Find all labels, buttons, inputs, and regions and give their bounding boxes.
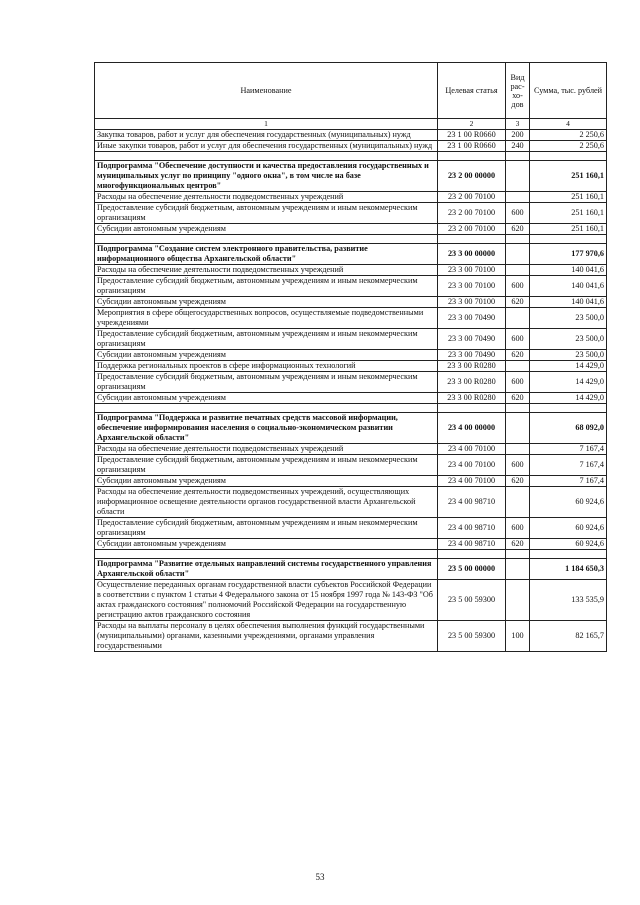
- name-cell: Расходы на выплаты персоналу в целях обеспечения выполнения функций государственными (муниципальными) органами, казенными учреждениями, органами управления государственными: [95, 621, 438, 652]
- sum-cell: 14 429,0: [530, 361, 607, 372]
- name-cell: Предоставление субсидий бюджетным, автономным учреждениям и иным некоммерческим организациям: [95, 518, 438, 539]
- sum-cell: 60 924,6: [530, 518, 607, 539]
- table-body: [95, 130, 607, 652]
- code-cell: 23 2 00 00000: [438, 161, 506, 192]
- vid-cell: [506, 265, 530, 276]
- table-row: [95, 476, 607, 487]
- vid-cell: [506, 487, 530, 518]
- vid-cell: [506, 244, 530, 265]
- vid-cell: 200: [506, 130, 530, 141]
- vid-cell: [506, 413, 530, 444]
- page-number: 53: [315, 872, 325, 882]
- empty-cell: [95, 550, 438, 559]
- header-name: Наименование: [95, 63, 438, 119]
- code-cell: 23 3 00 70490: [438, 308, 506, 329]
- budget-table: [94, 62, 607, 652]
- spacer-row: [95, 235, 607, 244]
- vid-cell: 600: [506, 329, 530, 350]
- sum-cell: 23 500,0: [530, 329, 607, 350]
- code-cell: 23 3 00 70100: [438, 276, 506, 297]
- empty-cell: [530, 550, 607, 559]
- header-vid: [506, 63, 530, 119]
- code-cell: 23 2 00 70100: [438, 224, 506, 235]
- code-cell: 23 3 00 70490: [438, 329, 506, 350]
- table-row: [95, 276, 607, 297]
- vid-cell: 600: [506, 455, 530, 476]
- table-row: [95, 518, 607, 539]
- sum-cell: 14 429,0: [530, 393, 607, 404]
- header-vid-line: дов: [511, 99, 524, 109]
- sum-cell: 140 041,6: [530, 265, 607, 276]
- empty-cell: [530, 404, 607, 413]
- vid-cell: 620: [506, 297, 530, 308]
- vid-cell: 620: [506, 224, 530, 235]
- empty-cell: [506, 550, 530, 559]
- table-row: [95, 372, 607, 393]
- code-cell: 23 1 00 R0660: [438, 141, 506, 152]
- vid-cell: 600: [506, 276, 530, 297]
- vid-cell: [506, 559, 530, 580]
- table-header-row: [95, 63, 607, 119]
- table-row: [95, 141, 607, 152]
- code-cell: 23 4 00 00000: [438, 413, 506, 444]
- header-vid-line: хо-: [512, 90, 523, 100]
- sum-cell: 177 970,6: [530, 244, 607, 265]
- sum-cell: 60 924,6: [530, 539, 607, 550]
- vid-cell: 600: [506, 372, 530, 393]
- name-cell: Субсидии автономным учреждениям: [95, 393, 438, 404]
- vid-cell: [506, 161, 530, 192]
- vid-cell: 600: [506, 203, 530, 224]
- name-cell: Субсидии автономным учреждениям: [95, 476, 438, 487]
- code-cell: 23 2 00 70100: [438, 192, 506, 203]
- code-cell: 23 4 00 70100: [438, 476, 506, 487]
- vid-cell: [506, 444, 530, 455]
- empty-cell: [95, 152, 438, 161]
- name-cell: Расходы на обеспечение деятельности подведомственных учреждений, осуществляющих информационное освещение деятельности органов государственной власти Архангельской области: [95, 487, 438, 518]
- code-cell: 23 3 00 70490: [438, 350, 506, 361]
- empty-cell: [530, 235, 607, 244]
- vid-cell: 240: [506, 141, 530, 152]
- empty-cell: [438, 152, 506, 161]
- code-cell: 23 5 00 59300: [438, 621, 506, 652]
- vid-cell: 620: [506, 350, 530, 361]
- sum-cell: 23 500,0: [530, 350, 607, 361]
- empty-cell: [438, 550, 506, 559]
- sum-cell: 251 160,1: [530, 224, 607, 235]
- table-row: [95, 350, 607, 361]
- table-row: [95, 329, 607, 350]
- empty-cell: [438, 404, 506, 413]
- vid-cell: 620: [506, 476, 530, 487]
- sum-cell: 23 500,0: [530, 308, 607, 329]
- code-cell: 23 3 00 00000: [438, 244, 506, 265]
- header-sum: Сумма, тыс. рублей: [530, 63, 607, 119]
- code-cell: 23 4 00 98710: [438, 518, 506, 539]
- empty-cell: [438, 235, 506, 244]
- name-cell: Предоставление субсидий бюджетным, автономным учреждениям и иным некоммерческим организациям: [95, 329, 438, 350]
- table-row: [95, 265, 607, 276]
- code-cell: 23 4 00 98710: [438, 487, 506, 518]
- name-cell: Субсидии автономным учреждениям: [95, 350, 438, 361]
- name-cell: Расходы на обеспечение деятельности подведомственных учреждений: [95, 265, 438, 276]
- name-cell: Поддержка региональных проектов в сфере информационных технологий: [95, 361, 438, 372]
- sum-cell: 60 924,6: [530, 487, 607, 518]
- name-cell: Подпрограмма "Развитие отдельных направлений системы государственного управления Архангельской области": [95, 559, 438, 580]
- vid-cell: [506, 192, 530, 203]
- subprogram-row: [95, 161, 607, 192]
- table-row: [95, 455, 607, 476]
- name-cell: Закупка товаров, работ и услуг для обеспечения государственных (муниципальных) нужд: [95, 130, 438, 141]
- code-cell: 23 5 00 00000: [438, 559, 506, 580]
- table-row: [95, 393, 607, 404]
- table-row: [95, 224, 607, 235]
- name-cell: Расходы на обеспечение деятельности подведомственных учреждений: [95, 192, 438, 203]
- sum-cell: 1 184 650,3: [530, 559, 607, 580]
- name-cell: Предоставление субсидий бюджетным, автономным учреждениям и иным некоммерческим организациям: [95, 455, 438, 476]
- sum-cell: 140 041,6: [530, 276, 607, 297]
- table-row: [95, 192, 607, 203]
- code-cell: 23 4 00 70100: [438, 455, 506, 476]
- header-vid-line: Вид: [510, 72, 525, 82]
- subprogram-row: [95, 413, 607, 444]
- code-cell: 23 3 00 R0280: [438, 372, 506, 393]
- table-row: [95, 130, 607, 141]
- code-cell: 23 4 00 98710: [438, 539, 506, 550]
- table-row: [95, 308, 607, 329]
- code-cell: 23 3 00 R0280: [438, 361, 506, 372]
- vid-cell: 620: [506, 393, 530, 404]
- vid-cell: [506, 361, 530, 372]
- spacer-row: [95, 550, 607, 559]
- name-cell: Предоставление субсидий бюджетным, автономным учреждениям и иным некоммерческим организациям: [95, 276, 438, 297]
- subprogram-row: [95, 244, 607, 265]
- code-cell: 23 3 00 70100: [438, 297, 506, 308]
- name-cell: Подпрограмма "Поддержка и развитие печатных средств массовой информации, обеспечение информирования населения о социально-экономическом развитии Архангельской области": [95, 413, 438, 444]
- name-cell: Субсидии автономным учреждениям: [95, 224, 438, 235]
- vid-cell: [506, 580, 530, 621]
- sum-cell: 251 160,1: [530, 161, 607, 192]
- sum-cell: 7 167,4: [530, 455, 607, 476]
- code-cell: 23 5 00 59300: [438, 580, 506, 621]
- table-row: [95, 361, 607, 372]
- table-row: [95, 580, 607, 621]
- header-code: Целевая статья: [438, 63, 506, 119]
- empty-cell: [95, 235, 438, 244]
- sum-cell: 2 250,6: [530, 130, 607, 141]
- empty-cell: [506, 404, 530, 413]
- code-cell: 23 4 00 70100: [438, 444, 506, 455]
- name-cell: Предоставление субсидий бюджетным, автономным учреждениям и иным некоммерческим организациям: [95, 372, 438, 393]
- vid-cell: [506, 308, 530, 329]
- vid-cell: 600: [506, 518, 530, 539]
- sum-cell: 140 041,6: [530, 297, 607, 308]
- sum-cell: 2 250,6: [530, 141, 607, 152]
- sum-cell: 14 429,0: [530, 372, 607, 393]
- empty-cell: [506, 152, 530, 161]
- table-row: [95, 203, 607, 224]
- empty-cell: [506, 235, 530, 244]
- name-cell: Субсидии автономным учреждениям: [95, 297, 438, 308]
- name-cell: Иные закупки товаров, работ и услуг для обеспечения государственных (муниципальных) нужд: [95, 141, 438, 152]
- spacer-row: [95, 152, 607, 161]
- name-cell: Субсидии автономным учреждениям: [95, 539, 438, 550]
- name-cell: Предоставление субсидий бюджетным, автономным учреждениям и иным некоммерческим организациям: [95, 203, 438, 224]
- code-cell: 23 2 00 70100: [438, 203, 506, 224]
- subprogram-row: [95, 559, 607, 580]
- name-cell: Расходы на обеспечение деятельности подведомственных учреждений: [95, 444, 438, 455]
- table-row: [95, 444, 607, 455]
- table-row: [95, 487, 607, 518]
- code-cell: 23 1 00 R0660: [438, 130, 506, 141]
- sum-cell: 82 165,7: [530, 621, 607, 652]
- sum-cell: 7 167,4: [530, 444, 607, 455]
- name-cell: Подпрограмма "Обеспечение доступности и качества предоставления государственных и муниципальных услуг по принципу "одного окна", в том числе на базе многофункциональных центров": [95, 161, 438, 192]
- code-cell: 23 3 00 70100: [438, 265, 506, 276]
- name-cell: Осуществление переданных органам государственной власти субъектов Российской Федерации в соответствии с пунктом 1 статьи 4 Федерального закона от 15 ноября 1997 года № 143-ФЗ "Об актах гражданского состояния" полномочий Российской Федерации на государственную регистрацию актов гражданского состояния: [95, 580, 438, 621]
- column-number: 2: [438, 119, 506, 130]
- sum-cell: 68 092,0: [530, 413, 607, 444]
- column-number: 4: [530, 119, 607, 130]
- name-cell: Подпрограмма "Создание систем электронного правительства, развитие информационного общества Архангельской области": [95, 244, 438, 265]
- vid-cell: 620: [506, 539, 530, 550]
- vid-cell: 100: [506, 621, 530, 652]
- table-row: [95, 621, 607, 652]
- sum-cell: 133 535,9: [530, 580, 607, 621]
- empty-cell: [95, 404, 438, 413]
- header-vid-line: рас-: [510, 81, 525, 91]
- sum-cell: 251 160,1: [530, 192, 607, 203]
- column-number: 1: [95, 119, 438, 130]
- sum-cell: 251 160,1: [530, 203, 607, 224]
- table-row: [95, 297, 607, 308]
- name-cell: Мероприятия в сфере общегосударственных вопросов, осуществляемые подведомственными учреждениями: [95, 308, 438, 329]
- column-number: 3: [506, 119, 530, 130]
- spacer-row: [95, 404, 607, 413]
- sum-cell: 7 167,4: [530, 476, 607, 487]
- table-row: [95, 539, 607, 550]
- column-number-row: [95, 119, 607, 130]
- empty-cell: [530, 152, 607, 161]
- code-cell: 23 3 00 R0280: [438, 393, 506, 404]
